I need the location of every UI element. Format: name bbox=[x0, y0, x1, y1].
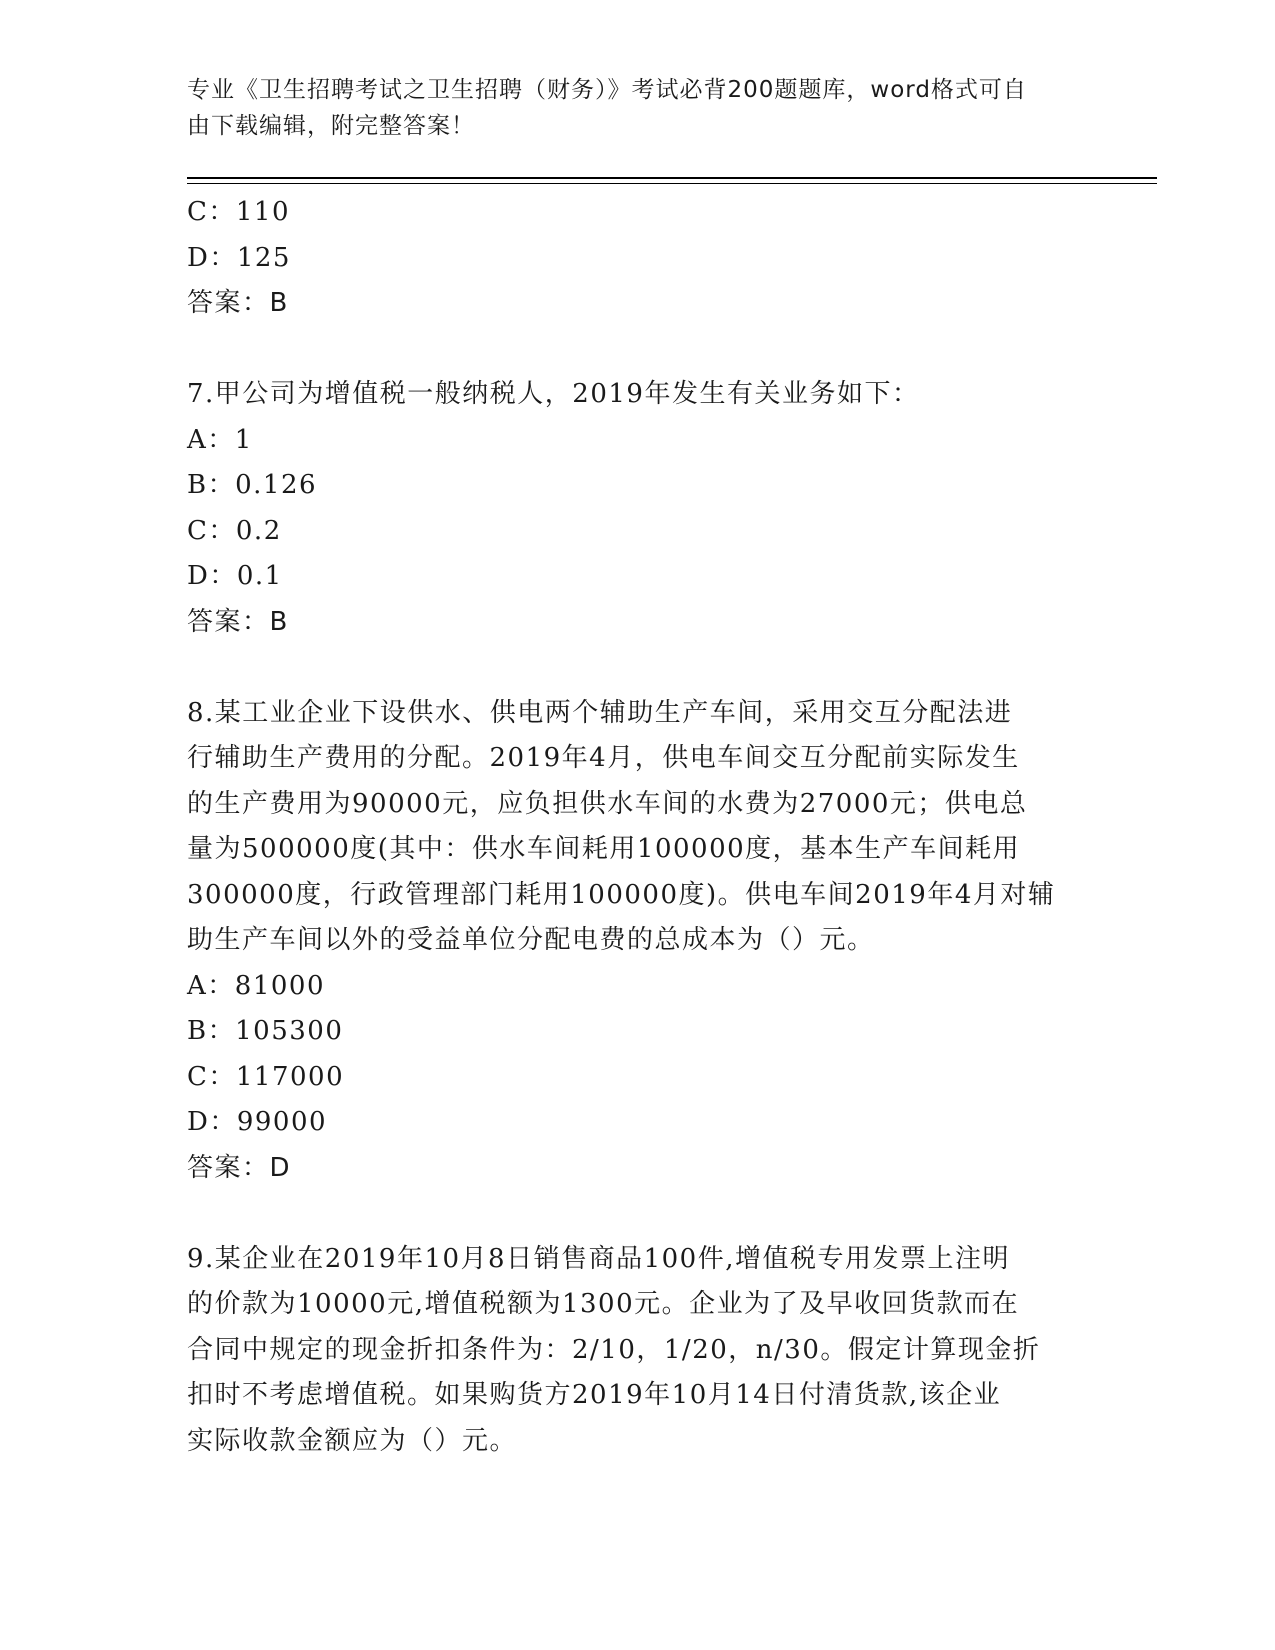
spacer bbox=[187, 1191, 1087, 1237]
question-stem-line: 实际收款金额应为（）元。 bbox=[187, 1425, 518, 1456]
spacer bbox=[187, 645, 1087, 691]
option-c: C：117000 bbox=[187, 1061, 345, 1092]
header-line-2: 由下载编辑，附完整答案！ bbox=[187, 113, 475, 139]
question-6-tail bbox=[187, 190, 1087, 327]
option-a: A：81000 bbox=[187, 970, 325, 1001]
question-stem-line: 合同中规定的现金折扣条件为：2/10，1/20，n/30。假定计算现金折 bbox=[187, 1334, 1041, 1365]
page-header bbox=[187, 72, 1067, 144]
option-b: B：0.126 bbox=[187, 470, 318, 500]
option-a: A：1 bbox=[187, 424, 253, 455]
option-d: D：125 bbox=[187, 242, 291, 273]
question-7 bbox=[187, 372, 1087, 645]
header-divider-thick bbox=[187, 177, 1157, 179]
header-divider-thin bbox=[187, 183, 1157, 184]
question-stem-line: 的价款为10000元,增值税额为1300元。企业为了及早收回货款而在 bbox=[187, 1289, 1020, 1319]
option-d: D：99000 bbox=[187, 1107, 328, 1137]
answer-line: 答案：D bbox=[187, 1152, 292, 1183]
spacer bbox=[187, 327, 1087, 373]
answer-line: 答案：B bbox=[187, 288, 289, 318]
question-stem-line: 扣时不考虑增值税。如果购货方2019年10月14日付清货款,该企业 bbox=[187, 1380, 1002, 1410]
question-9 bbox=[187, 1237, 1087, 1465]
question-stem-line: 量为500000度(其中：供水车间耗用100000度，基本生产车间耗用 bbox=[187, 834, 1021, 864]
question-stem-line: 9.某企业在2019年10月8日销售商品100件,增值税专用发票上注明 bbox=[187, 1243, 1010, 1274]
question-stem-line: 8.某工业企业下设供水、供电两个辅助生产车间，采用交互分配法进 bbox=[187, 697, 1013, 728]
question-8 bbox=[187, 691, 1087, 1192]
question-stem: 7.甲公司为增值税一般纳税人，2019年发生有关业务如下： bbox=[187, 379, 920, 409]
header-line-1: 专业《卫生招聘考试之卫生招聘（财务）》考试必背200题题库，word格式可自 bbox=[187, 77, 1027, 103]
question-stem-line: 的生产费用为90000元，应负担供水车间的水费为27000元；供电总 bbox=[187, 788, 1028, 819]
option-c: C：0.2 bbox=[187, 515, 282, 546]
question-stem-line: 行辅助生产费用的分配。2019年4月，供电车间交互分配前实际发生 bbox=[187, 743, 1020, 773]
option-b: B：105300 bbox=[187, 1016, 344, 1046]
answer-line: 答案：B bbox=[187, 606, 289, 637]
question-stem-line: 300000度，行政管理部门耗用100000度)。供电车间2019年4月对辅 bbox=[187, 879, 1056, 910]
option-d: D：0.1 bbox=[187, 561, 283, 591]
option-c: C：110 bbox=[187, 197, 291, 227]
question-stem-line: 助生产车间以外的受益单位分配电费的总成本为（）元。 bbox=[187, 925, 875, 955]
document-body bbox=[187, 190, 1087, 1464]
